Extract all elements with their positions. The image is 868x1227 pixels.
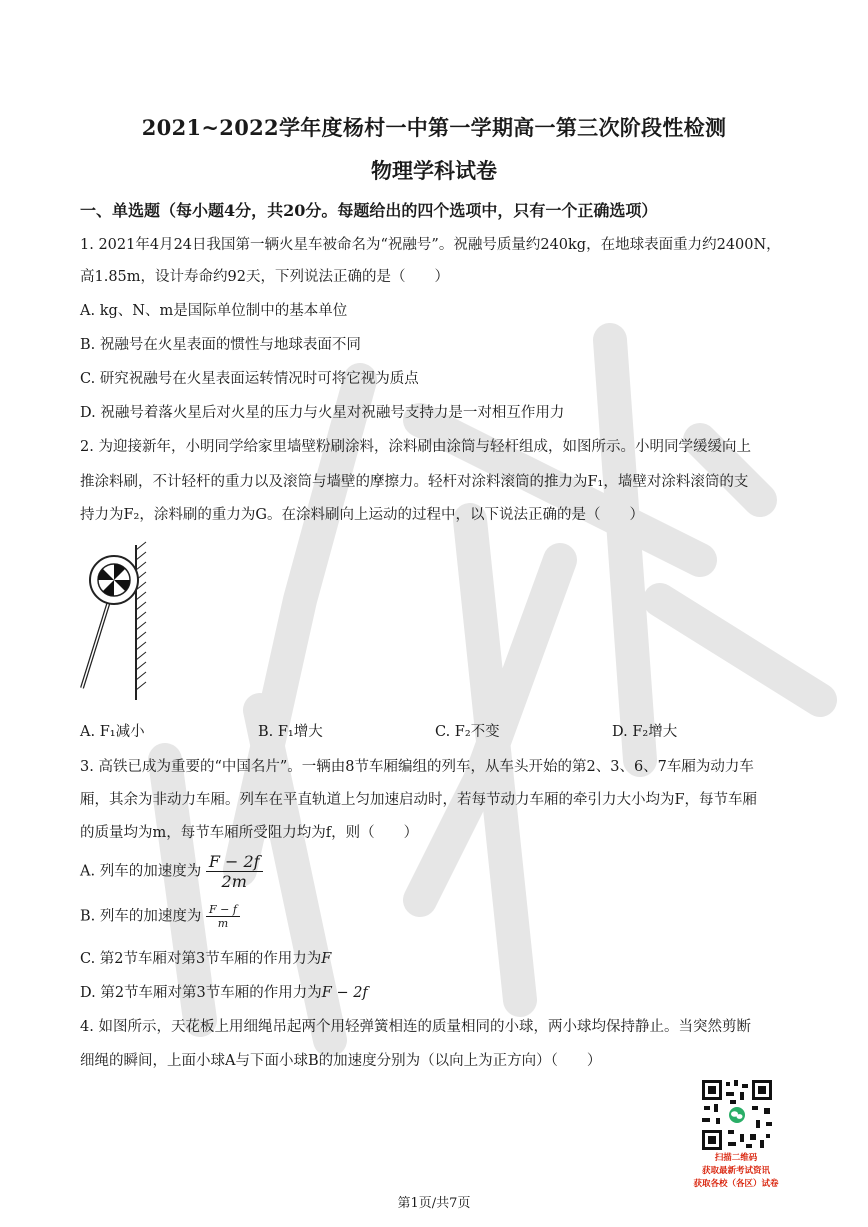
- fraction-denominator: 2m: [221, 872, 247, 891]
- q4-line2: 细绳的瞬间，上面小球A与下面小球B的加速度分别为（以向上为正方向）（ ）: [80, 1053, 602, 1069]
- q1-option-a: A. kg、N、m是国际单位制中的基本单位: [80, 303, 348, 319]
- fraction-denominator: m: [217, 917, 229, 930]
- q3-line2: 厢，其余为非动力车厢。列车在平直轨道上匀加速启动时，若每节动力车厢的牵引力大小均为F，每节车厢: [80, 792, 758, 808]
- q2-line3: 持力为F₂，涂料刷的重力为G。在涂料刷向上运动的过程中，以下说法正确的是（ ）: [80, 507, 644, 523]
- q2-option-c: C. F₂不变: [435, 724, 500, 740]
- q1-option-d: D. 祝融号着落火星后对火星的压力与火星对祝融号支持力是一对相互作用力: [80, 405, 565, 421]
- q3-line3: 的质量均为m，每节车厢所受阻力均为f，则（ ）: [80, 825, 419, 841]
- q1-option-b: B. 祝融号在火星表面的惯性与地球表面不同: [80, 337, 361, 353]
- q3-option-a-fraction: [206, 852, 263, 891]
- q3-option-b-fraction: [206, 903, 240, 930]
- exam-title: 2021~2022学年度杨村一中第一学期高一第三次阶段性检测: [141, 115, 727, 140]
- q3-option-c: [80, 949, 331, 969]
- fraction-numerator: F − f: [206, 903, 240, 917]
- q1-line1: 1. 2021年4月24日我国第一辆火星车被命名为“祝融号”。祝融号质量约240kg，在地球表面重力约2400N，: [80, 237, 781, 253]
- q3-option-d-expr: F − 2f: [321, 985, 368, 1001]
- q3-option-b-text: B. 列车的加速度为: [80, 908, 202, 925]
- q2-option-b: B. F₁增大: [258, 724, 323, 740]
- q2-option-a: A. F₁减小: [80, 724, 145, 740]
- fraction-numerator: F − 2f: [206, 852, 263, 872]
- q4-line1: 4. 如图所示，天花板上用细绳吊起两个用轻弹簧相连的质量相同的小球，两小球均保持静止。当突然剪断: [80, 1019, 751, 1035]
- q1-line2: 高1.85m，设计寿命约92天，下列说法正确的是（ ）: [80, 269, 449, 285]
- q3-option-a-text: A. 列车的加速度为: [80, 863, 202, 880]
- q3-option-a: [80, 852, 263, 891]
- qr-caption-1: 扫描二维码: [714, 1153, 758, 1163]
- qr-caption-2: 获取最新考试资讯: [701, 1166, 770, 1176]
- q2-line2: 推涂料刷，不计轻杆的重力以及滚筒与墙壁的摩擦力。轻杆对涂料滚筒的推力为F₁，墙壁对涂料滚筒的支: [80, 474, 749, 490]
- q2-line1: 2. 为迎接新年，小明同学给家里墙壁粉刷涂料，涂料刷由涂筒与轻杆组成，如图所示。小明同学缓缓向上: [80, 439, 751, 455]
- q3-option-c-expr: F: [321, 951, 332, 967]
- exam-subtitle: 物理学科试卷: [371, 158, 497, 183]
- page-number: 第1页/共7页: [397, 1196, 471, 1211]
- qr-caption-3: 获取各校（各区）试卷: [693, 1179, 779, 1189]
- q3-option-d-text: D. 第2节车厢对第3节车厢的作用力为: [80, 985, 322, 1001]
- q1-option-c: C. 研究祝融号在火星表面运转情况时可将它视为质点: [80, 371, 419, 387]
- qr-code-icon: [700, 1078, 774, 1152]
- q3-option-c-text: C. 第2节车厢对第3节车厢的作用力为: [80, 951, 322, 967]
- paint-roller-figure: [76, 540, 156, 700]
- q3-option-d: [80, 983, 368, 1003]
- q2-option-d: D. F₂增大: [612, 724, 678, 740]
- q3-line1: 3. 高铁已成为重要的“中国名片”。一辆由8节车厢编组的列车，从车头开始的第2、3、6、7车厢为动力车: [80, 759, 754, 775]
- section-heading: 一、单选题（每小题4分，共20分。每题给出的四个选项中，只有一个正确选项）: [80, 201, 658, 220]
- q3-option-b: [80, 903, 240, 930]
